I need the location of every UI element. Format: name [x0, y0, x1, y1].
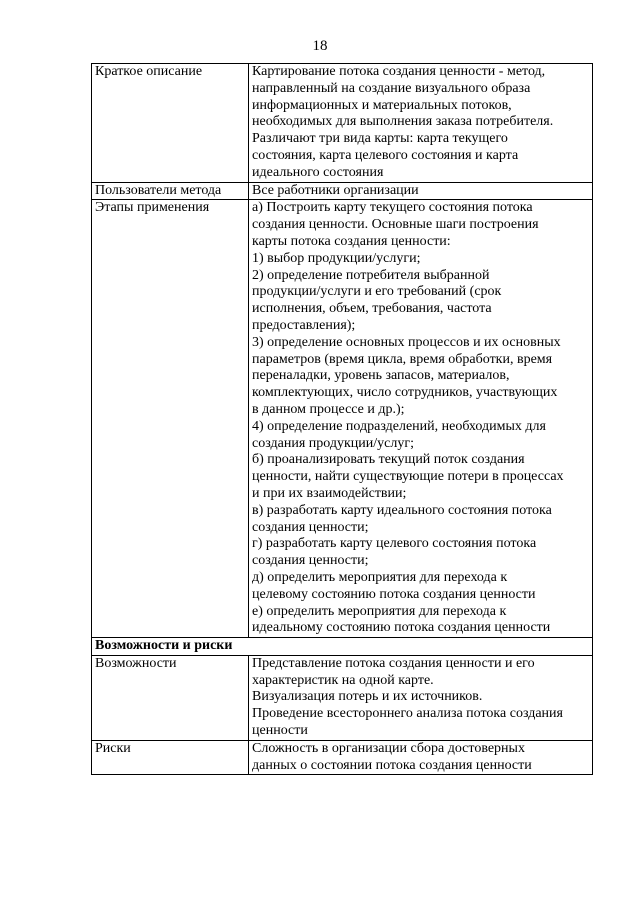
- method-table: [91, 63, 593, 775]
- row-content: [249, 200, 593, 638]
- content-line: Визуализация потерь и их источников.: [252, 689, 483, 705]
- content-line: Картирование потока создания ценности - метод,: [252, 64, 546, 79]
- content-line: информационных и материальных потоков,: [252, 97, 512, 113]
- content-line: г) разработать карту целевого состояния потока: [252, 536, 537, 552]
- content-line: предоставления);: [252, 317, 356, 333]
- content-line: 4) определение подразделений, необходимых для: [252, 418, 546, 434]
- content-line: необходимых для выполнения заказа потребителя.: [252, 114, 554, 130]
- content-line: карты потока создания ценности:: [252, 233, 451, 249]
- content-line: параметров (время цикла, время обработки, время: [252, 351, 553, 367]
- content-line: Представление потока создания ценности и его: [252, 655, 535, 671]
- content-line: создания ценности;: [252, 519, 369, 535]
- row-label: Возможности: [92, 655, 249, 740]
- content-line: Сложность в организации сбора достоверных: [252, 740, 525, 756]
- content-line: целевому состоянию потока создания ценности: [252, 586, 536, 602]
- table-row-brief-description: [92, 64, 593, 183]
- content-line: е) определить мероприятия для перехода к: [252, 603, 507, 619]
- content-line: направленный на создание визуального образа: [252, 80, 531, 96]
- table-row-application-stages: [92, 200, 593, 638]
- content-line: а) Построить карту текущего состояния потока: [252, 200, 533, 216]
- table-row-section-header: [92, 638, 593, 656]
- content-line: создания ценности. Основные шаги построения: [252, 217, 539, 233]
- content-line: идеального состояния: [252, 164, 384, 180]
- content-line: Различают три вида карты: карта текущего: [252, 131, 508, 147]
- content-line: Все работники организации: [252, 182, 419, 198]
- row-content: [249, 740, 593, 775]
- content-line: д) определить мероприятия для перехода к: [252, 569, 508, 585]
- content-line: создания ценности;: [252, 553, 369, 569]
- content-line: 3) определение основных процессов и их основных: [252, 334, 561, 350]
- content-line: в данном процессе и др.);: [252, 401, 405, 417]
- content-line: 1) выбор продукции/услуги;: [252, 250, 421, 266]
- method-table-body: [92, 64, 593, 775]
- content-line: продукции/услуги и его требований (срок: [252, 284, 502, 300]
- table-row-risks: [92, 740, 593, 775]
- table-row-method-users: [92, 182, 593, 200]
- content-line: исполнения, объем, требования, частота: [252, 301, 492, 317]
- content-line: ценности: [252, 723, 308, 739]
- content-line: идеальному состоянию потока создания ценности: [252, 620, 551, 636]
- content-line: данных о состоянии потока создания ценности: [252, 757, 532, 773]
- row-label: Этапы применения: [92, 200, 249, 638]
- page-number: 18: [312, 38, 328, 54]
- content-line: б) проанализировать текущий поток создания: [252, 452, 525, 468]
- row-content: [249, 64, 593, 183]
- row-label: Краткое описание: [92, 64, 249, 183]
- content-line: комплектующих, число сотрудников, участвующих: [252, 385, 558, 401]
- table-row-opportunities: [92, 655, 593, 740]
- row-content: [249, 655, 593, 740]
- content-line: 2) определение потребителя выбранной: [252, 267, 490, 283]
- content-line: создания продукции/услуг;: [252, 435, 414, 451]
- section-header: Возможности и риски: [92, 638, 593, 656]
- row-label: Пользователи метода: [92, 182, 249, 200]
- content-line: и при их взаимодействии;: [252, 485, 407, 501]
- content-line: Проведение всестороннего анализа потока создания: [252, 706, 563, 722]
- content-line: ценности, найти существующие потери в процессах: [252, 469, 564, 485]
- row-label: Риски: [92, 740, 249, 775]
- content-line: состояния, карта целевого состояния и карта: [252, 147, 519, 163]
- content-line: характеристик на одной карте.: [252, 672, 434, 688]
- row-content: [249, 182, 593, 200]
- content-line: в) разработать карту идеального состояния потока: [252, 502, 552, 518]
- content-line: переналадки, уровень запасов, материалов,: [252, 368, 510, 384]
